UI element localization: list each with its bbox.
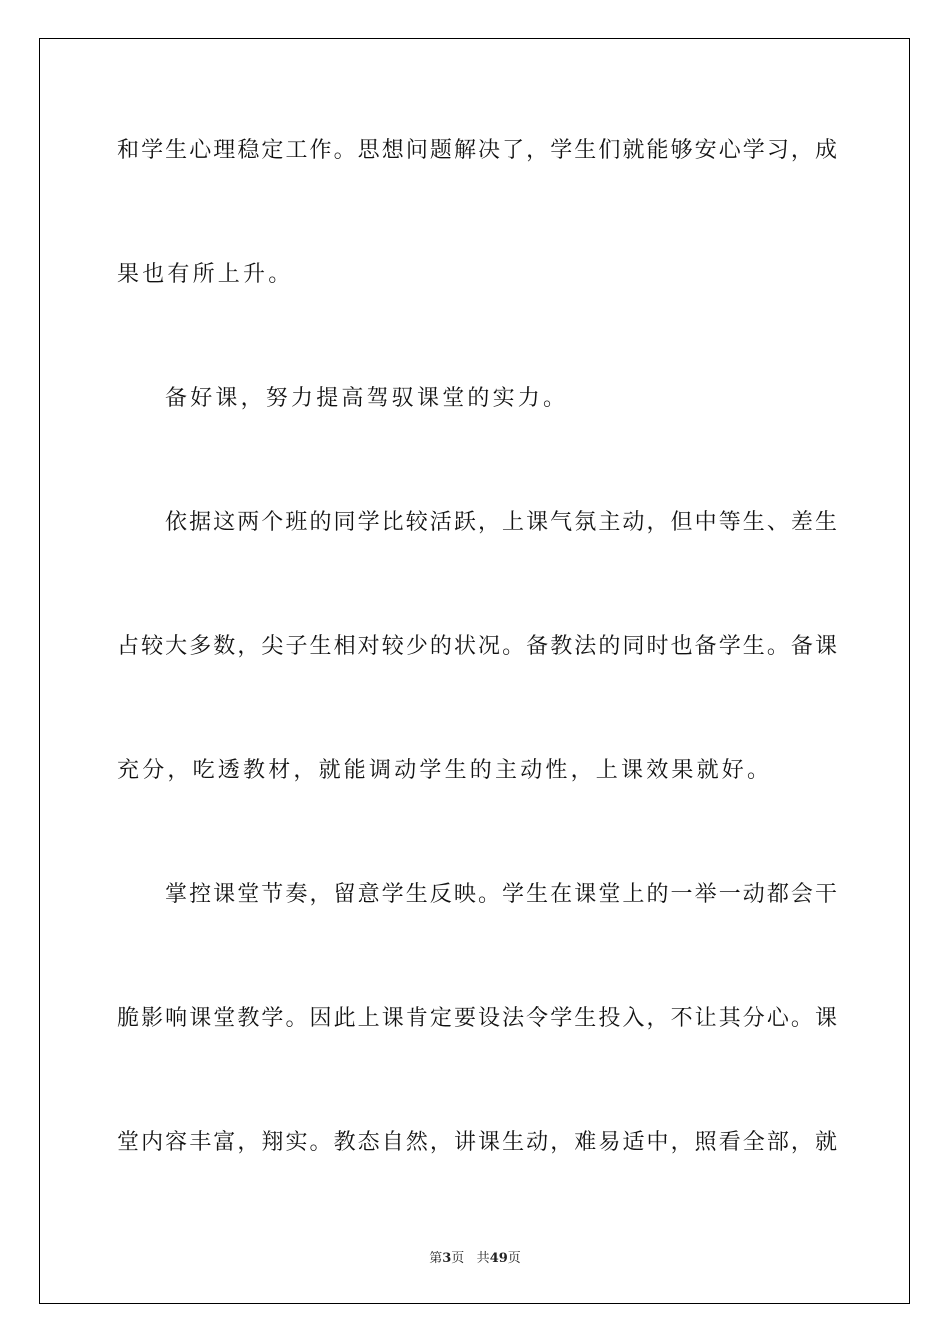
body-line-1: 和学生心理稳定工作。思想问题解决了，学生们就能够安心学习，成 [117, 138, 837, 163]
body-line-7: 掌控课堂节奏，留意学生反映。学生在课堂上的一举一动都会干 [165, 882, 837, 907]
footer-total-pages: 49 [489, 1251, 508, 1266]
body-line-4: 依据这两个班的同学比较活跃，上课气氛主动，但中等生、差生 [165, 510, 837, 535]
page-border [39, 38, 910, 1304]
paragraph-heading-prepare-lessons: 备好课，努力提高驾驭课堂的实力。 [165, 386, 569, 411]
body-line-9: 堂内容丰富，翔实。教态自然，讲课生动，难易适中，照看全部，就 [117, 1130, 837, 1155]
footer-page-prefix: 第 [429, 1251, 443, 1266]
footer-page-number: 3 [442, 1251, 452, 1266]
body-line-6: 充分，吃透教材，就能调动学生的主动性，上课效果就好。 [117, 758, 773, 783]
body-line-2: 果也有所上升。 [117, 262, 294, 287]
body-line-8: 脆影响课堂教学。因此上课肯定要设法令学生投入，不让其分心。课 [117, 1006, 837, 1031]
footer-total-suffix: 页 [507, 1251, 521, 1266]
footer-page-suffix: 页 [451, 1251, 465, 1266]
footer-total-prefix: 共 [476, 1251, 490, 1266]
page-footer [0, 1247, 950, 1266]
body-line-5: 占较大多数，尖子生相对较少的状况。备教法的同时也备学生。备课 [117, 634, 837, 659]
